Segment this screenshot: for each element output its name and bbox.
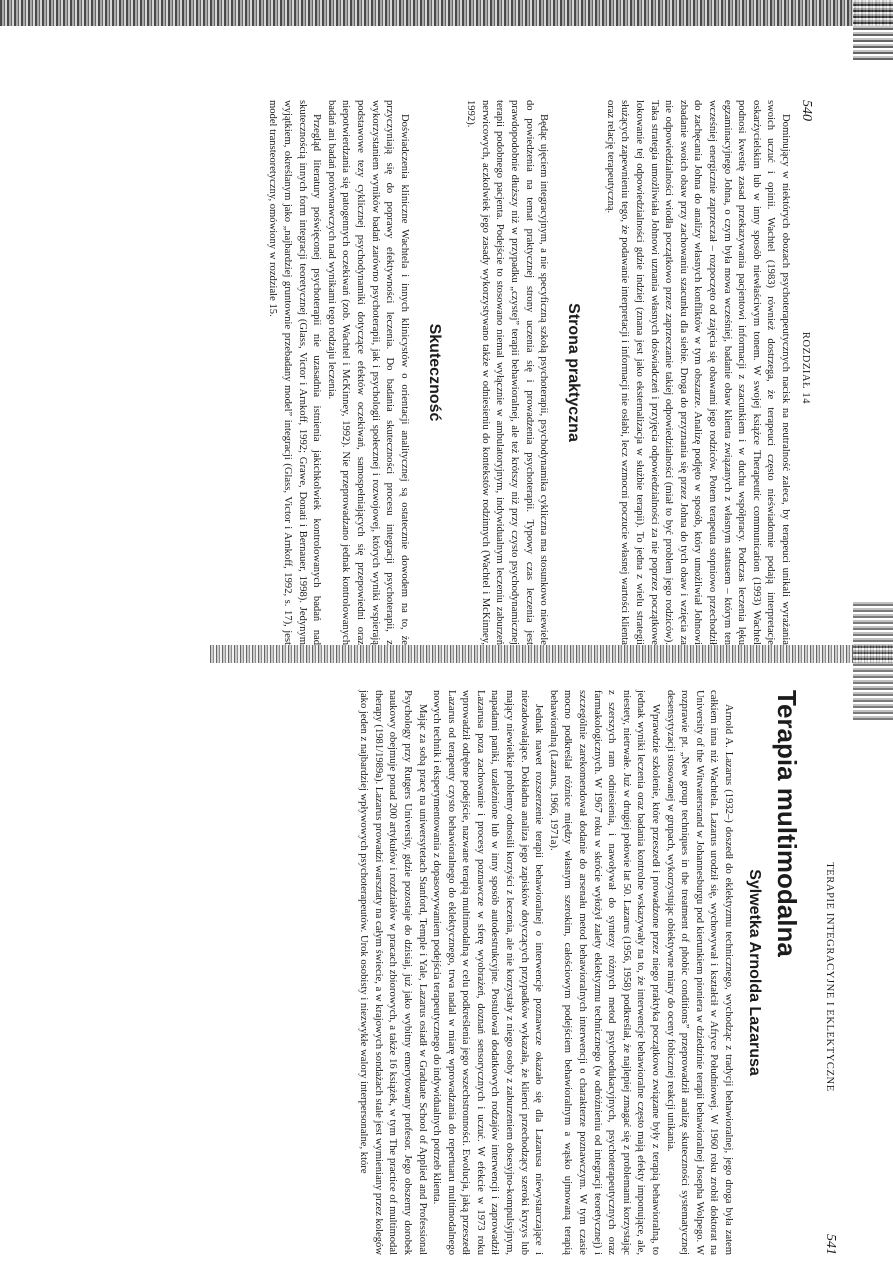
book-part-label: TERAPIE INTEGRACYJNE I EKLEKTYCZNE xyxy=(824,862,835,1092)
running-head-540 xyxy=(792,100,814,645)
scan-shadow-corner xyxy=(853,0,893,60)
paragraph: Wprawdzie szkolenie, które przeszedł i prowadzone przez niego praktyka początkowo związane były z terapią behawioralną, to jednak wyniki leczenia oraz badania kontrolne wskazywały na to, że interwencje behawioralne często mają efekty imponujące, ale, niestety, nietrwałe. Już w drugiej połowie lat 50. Lazarus (1956, 1958) podkreślał, że najlepiej zmagać się z problemami korzystając z szerszych ram odniesienia, i nawoływał do syntezy różnych metod psychoedukacyjnych, psychoterapeutycznych oraz farmakologicznych. W 1967 roku w skrócie wyłożył zalety eklektyzmu technicznego (w odróżnieniu od integracji teoretycznej) i szczególnie zarekomendował dodanie do arsenału metod behawioralnych interwencji o charakterze poznawczym. W tym czasie mocno podkreślał różnice między własnym szerokim, całościowym podejściem behawioralnym a wąsko ujmowaną terapią behawioralną (Lazarus, 1966, 1971a). xyxy=(547,690,662,1255)
page-number: 540 xyxy=(799,100,814,121)
scan-shadow-top xyxy=(0,0,893,26)
paragraph: Doświadczenia kliniczne Wachtela i innych klinicystów o orientacji analitycznej są ostatecznie dowodem na to, że przyczyniają się do poprawy efektywności leczenia. Do badania skuteczności procesu integracji psychoterapii, z wykorzystaniem wyników badań zarówno psychoterapii, jak i psychologii społecznej i rozwojowej, których wyniki wspierają podstawowe tezy cyklicznej psychodynamiki dotyczące efektów oczekiwań, samospełniających się przepowiedni oraz niepotwierdzania się patogennych oczekiwań (zob. Wachtel i McKinney, 1992). Nie przeprowadzano jednak kontrolowanych badań ani badań porównawczych nad wynikami tego rodzaju leczenia. xyxy=(325,100,410,645)
section-heading-practical: Strona praktyczna xyxy=(565,303,583,442)
paragraph: Mając za sobą pracę na uniwersytetach Stanford, Temple i Yale, Lazarus osiadł w Graduate School of Applied and Professional Psychology przy Rutgers University, gdzie pozostaje do dzisiaj, już jako wybitny emerytowany profesor. Jego obszerny dorobek naukowy obejmuje ponad 200 artykułów i rozdziałów w pracach zbiorowych, a także 16 książek, w tym The practice of multimodal therapy (1981/1989a). Lazarus prowadzi warsztaty na całym świecie, a w krajowych sondażach stale jest wymieniany przez kolegów jako jeden z najbardziej wpływowych psychoterapeutów. Urok osobisty i niezwykłe walory interpersonalne, które xyxy=(358,690,428,1255)
section-heading-effectiveness: Skuteczność xyxy=(425,323,443,422)
paragraph: Arnold A. Lazarus (1932–) doszedł do eklektyzmu technicznego, wychodząc z tradycji behawioralnej, jego droga była zatem całkiem inna niż Wachtela. Lazarus urodził się, wychowywał i kształcił w Afryce Południowej. W 1960 roku zrobił doktorat na University of the Witwatersrand w Johannesburgu pod kierunkiem pioniera w dziedzinie terapii behawioralnej Josepha Wolpego. W rozprawie pt. „New group techniques in the treatment of phobic conditions” przeprowadził analizę skuteczności systematycznej desensytyzacji stosowanej w grupach, wykorzystując obiektywne miary do oceny fobicznej reakcji unikania. xyxy=(664,690,734,1255)
chapter-title: Terapia multimodalna xyxy=(772,690,802,957)
paragraph: Będąc ujęciem integracyjnym, a nie specyficzną szkołą psychoterapii, psychodynamika cykliczna ma stosunkowo niewiele do powiedzenia na temat praktycznej strony uczenia się i prowadzenia psychoterapii. Typowy czas leczenia jest prawdopodobnie dłuższy niż w przypadku „czystej” terapii behawioralnej, ale też krótszy niż przy czysto psychodynamicznej terapii podobnego pacjenta. Podejście to stosowano niemal wyłącznie w ambulatoryjnym, indywidualnym leczeniu zaburzeń nerwicowych, aczkolwiek jego zasady wykorzystywano także w odniesieniu do kontekstów rodzinnych (Wachtel i McKinney, 1992). xyxy=(465,100,550,645)
running-head-541 xyxy=(816,690,838,1255)
paragraph: Dominujący w niektórych obozach psychoterapeutycznych nacisk na neutralność zaleca, by terapeuci unikali wyrażania swoich uczuć i opinii. Wachtel (1983) również dostrzega, że terapeuci często nieświadomie podają interpretacje oskarżycielskim lub w inny sposób niewłaściwym tonem. W swojej książce Therapeutic communication (1993) Wachtel podnosi kwestię zasad przekazywania pacjentowi informacji z szacunkiem i w duchu współpracy. Podczas leczenia lęku egzaminacyjnego Johna, o czym była mowa wcześniej, badanie obaw klienta związanych z własnym statusem – którym ten wcześniej energicznie zaprzeczał – rozpoczęto od zajęcia się obawami jego rodziców. Potem terapeuta stopniowo przechodził do zachęcania Johna do analizy własnych konfliktów w tym obszarze. Analizę podjęto w sposób, który umożliwiał Johnowi zbadanie swoich obaw przy zachowaniu szacunku dla siebie. Droga do przyznania się przez Johna do tych obaw i wzięcia za nie odpowiedzialności wiodła początkowo przez zaprzeczanie takiej odpowiedzialności (miał to być problem jego rodziców). Taka strategia umożliwiała Johnowi uznania własnych doświadczeń i przyjęcia odpowiedzialności za nie poprzez początkowe lokowanie tej odpowiedzialności gdzie indziej (znana jest jako eksternalizacja w służbie terapii). To jedna z wielu strategii służących zapewnieniu tego, że podawanie interpretacji i informacji nie osłabi, lecz wzmocni poczucie własnej wartości klienta oraz relację terapeutyczną. xyxy=(604,100,791,645)
page-540 xyxy=(29,100,814,645)
chapter-label: ROZDZIAŁ 14 xyxy=(800,331,811,405)
paragraph: Jednak nawet rozszerzenie terapii behawioralnej o interwencje poznawcze okazało się dla Lazarusa niewystarczające i niezadowalające. Dokładna analiza jego zapisków dotyczących przypadków wykazała, że klienci przechodzący szeroki kryzys lub mający niewielkie problemy odnosili korzyści z leczenia, ale nie korzystały z niego osoby z zaburzeniem obsesyjno-kompulsyjnym, napadami paniki, uzależnione lub w inny sposób autodestrukcyjne. Postulował dodatkowych rodzajów interwencji i zaprowadził Lazarusa poza zachowanie i procesy poznawcze w sferę wyobrażeń, doznań sensorycznych i uczuć. W efekcie w 1973 roku wprowadził odrębne podejście, nazwane terapią multimodalną w celu podkreślenia jego wszechstronności. Ewolucja, jaką przeszedł Lazarus od terapeuty czysto behawioralnego do eklektycznego, trwa nadal w miarę wprowadzania do repertuaru multimodalnego nowych technik i eksperymentowania z dopasowywaniem podejścia terapeutycznego do indywidualnych potrzeb klienta. xyxy=(431,690,545,1255)
section-subtitle: Sylwetka Arnolda Lazarusa xyxy=(746,869,763,1076)
scan-shadow-gutter xyxy=(210,645,893,663)
scan-shadow-edge xyxy=(853,600,893,720)
paragraph: Przegląd literatury poświęconej psychoterapii nie uzasadnia istnienia jakichkolwiek kontrolowanych badań nad skutecznością innych form integracji teoretycznej (Glass, Victor i Arnkoff, 1992; Grawe, Donati i Bernauer, 1998). Jedynym wyjątkiem, określanym jako „najbardziej gruntownie przebadany model” integracji (Glass, Victor i Arnkoff, 1992, s. 17), jest model transteoretyczny, omówiony w rozdziale 15. xyxy=(267,100,323,645)
page-541 xyxy=(33,690,838,1255)
page-number: 541 xyxy=(823,1234,838,1255)
